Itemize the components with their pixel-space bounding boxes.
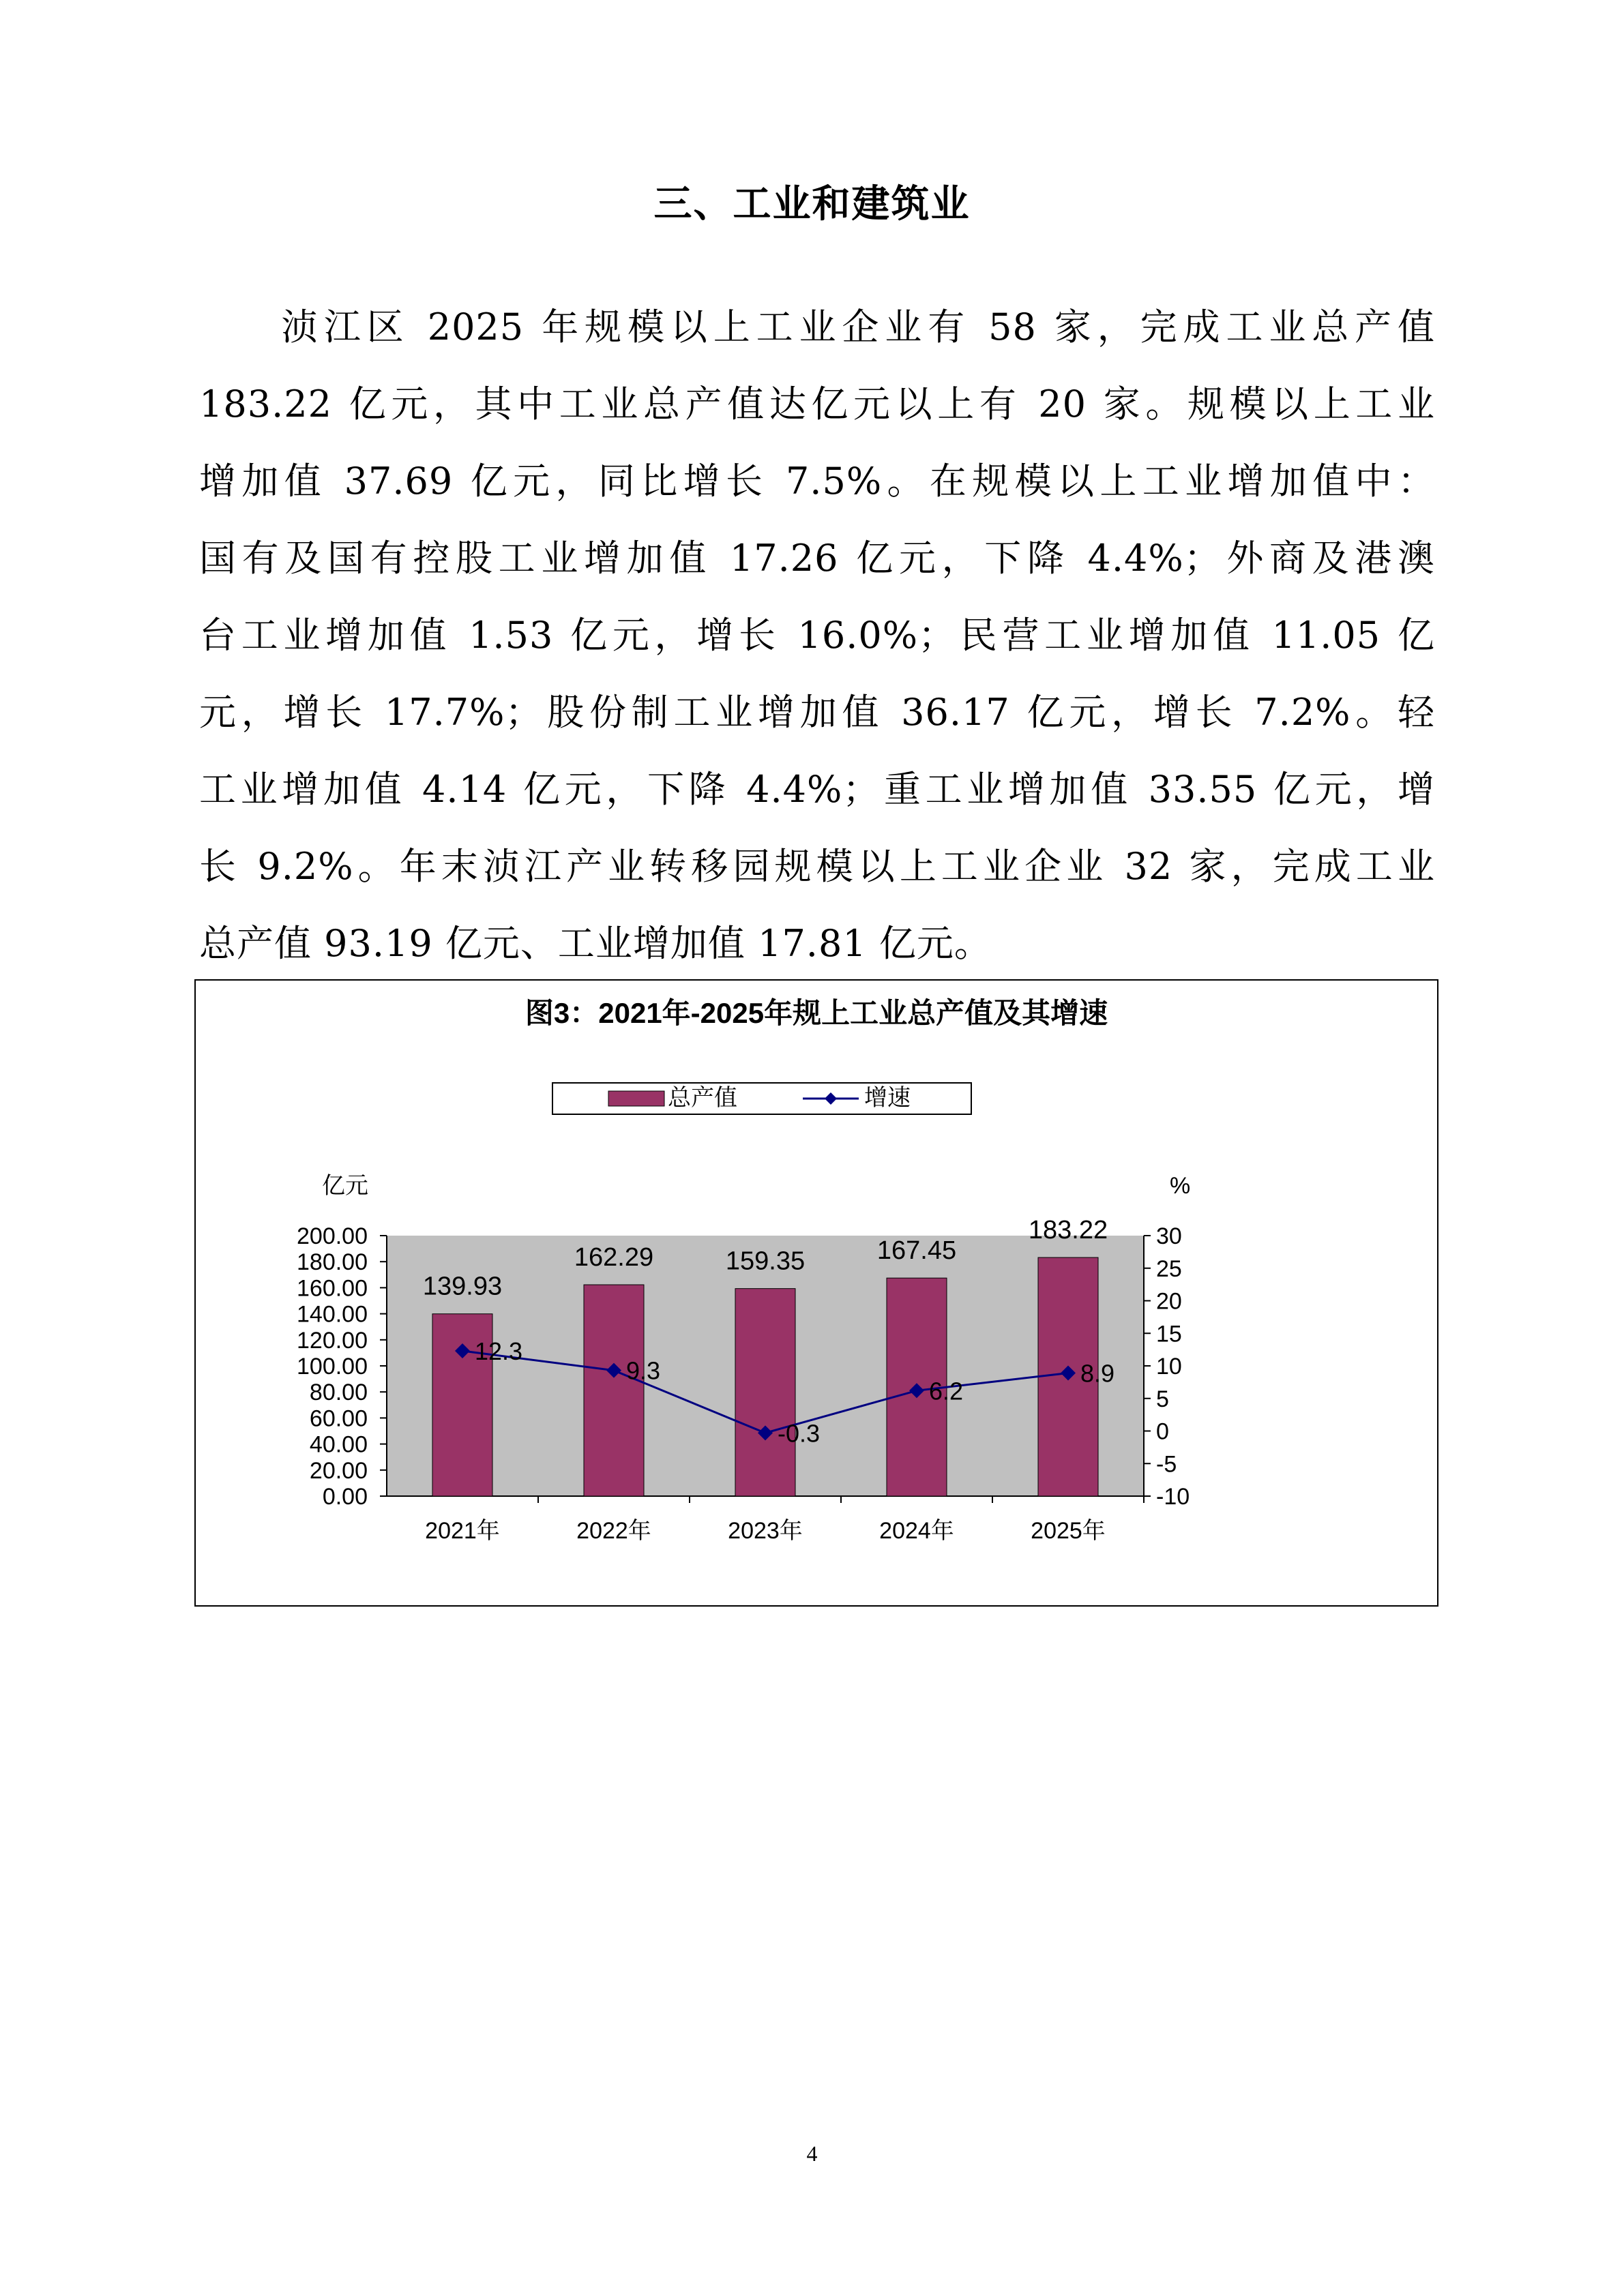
growth-value-label: 12.3 [475,1337,523,1366]
bar-value-label: 159.35 [725,1247,806,1276]
y2-tick-label: 15 [1156,1321,1182,1347]
x-tick-label: 2022年 [576,1518,651,1544]
y-tick-label: 120.00 [297,1327,368,1354]
y2-axis-unit: % [1170,1173,1191,1199]
x-tick-label: 2021年 [425,1518,500,1544]
bar-value-label: 167.45 [876,1236,957,1266]
paragraph-line: 长 9.2%。年末浈江产业转移园规模以上工业企业 32 家，完成工业 [199,845,1435,888]
bar-value-label: 139.93 [422,1272,503,1301]
growth-value-label: -0.3 [778,1419,821,1448]
section-heading: 三、工业和建筑业 [653,182,971,226]
paragraph-line: 工业增加值 4.14 亿元，下降 4.4%；重工业增加值 33.55 亿元，增 [199,768,1435,811]
y-tick-label: 140.00 [297,1301,368,1328]
growth-value-label: 9.3 [626,1356,661,1385]
y2-tick-label: 10 [1156,1354,1182,1380]
legend-label-line: 增速 [864,1085,911,1111]
paragraph-line: 元，增长 17.7%；股份制工业增加值 36.17 亿元，增长 7.2%。轻 [199,691,1435,734]
y2-tick-label: 20 [1156,1288,1182,1315]
legend-label-bar: 总产值 [668,1085,737,1111]
paragraph-line: 浈江区 2025 年规模以上工业企业有 58 家，完成工业总产值 [281,305,1435,348]
y-tick-label: 0.00 [322,1484,368,1510]
chart-container [194,979,1438,1607]
x-tick-label: 2025年 [1031,1518,1106,1544]
bar-value-label: 162.29 [574,1243,654,1272]
paragraph-line: 国有及国有控股工业增加值 17.26 亿元，下降 4.4%；外商及港澳 [199,537,1435,580]
chart [196,981,1437,1605]
y-tick-label: 20.00 [309,1457,368,1484]
growth-value-label: 8.9 [1080,1359,1115,1388]
y2-tick-label: 30 [1156,1223,1182,1249]
bar [735,1289,795,1496]
y-tick-label: 160.00 [297,1275,368,1302]
page-number: 4 [806,2141,818,2166]
paragraph-line: 183.22 亿元，其中工业总产值达亿元以上有 20 家。规模以上工业 [199,383,1435,426]
y2-tick-label: 5 [1156,1386,1169,1412]
y2-tick-label: 25 [1156,1255,1182,1282]
x-tick-label: 2024年 [879,1518,954,1544]
bar [584,1285,644,1496]
paragraph-line: 总产值 93.19 亿元、工业增加值 17.81 亿元。 [199,922,992,965]
paragraph-line: 台工业增加值 1.53 亿元，增长 16.0%；民营工业增加值 11.05 亿 [199,614,1435,657]
bar-value-label: 183.22 [1028,1216,1108,1245]
paragraph-line: 增加值 37.69 亿元，同比增长 7.5%。在规模以上工业增加值中： [199,460,1435,503]
legend-swatch-bar [608,1091,664,1106]
y-tick-label: 100.00 [297,1354,368,1380]
y2-tick-label: -10 [1156,1484,1190,1510]
y-tick-label: 200.00 [297,1223,368,1249]
growth-value-label: 6.2 [929,1377,964,1405]
y-tick-label: 40.00 [309,1431,368,1458]
chart-title: 图3：2021年-2025年规上工业总产值及其增速 [525,997,1108,1029]
y-tick-label: 80.00 [309,1380,368,1406]
y-axis-unit: 亿元 [322,1173,368,1199]
y-tick-label: 180.00 [297,1249,368,1276]
y2-tick-label: -5 [1156,1451,1177,1478]
y2-tick-label: 0 [1156,1418,1169,1445]
y-tick-label: 60.00 [309,1405,368,1432]
x-tick-label: 2023年 [728,1518,803,1544]
